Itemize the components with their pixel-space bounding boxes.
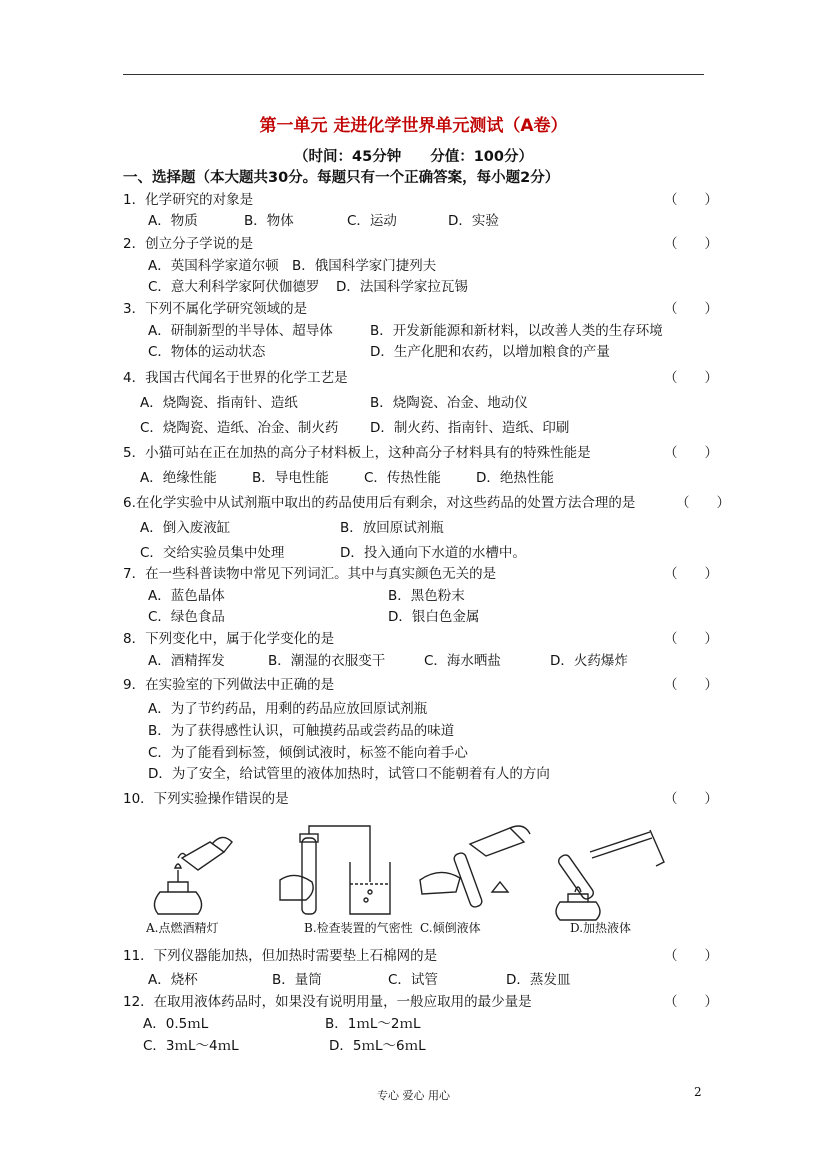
figure-d-heating-liquid (556, 830, 664, 920)
question-4: 4．我国古代闻名于世界的化学工艺是 (123, 370, 348, 386)
question-6: 6.在化学实验中从试剂瓶中取出的药品使用后有剩余，对这些药品的处置方法合理的是 (123, 495, 636, 511)
q7-option-b: B．黑色粉末 (388, 588, 465, 604)
answer-blank-3[interactable]: （ ） (664, 301, 718, 317)
q8-option-d: D．火药爆炸 (550, 653, 628, 669)
question-7: 7．在一些科普读物中常见下列词汇。其中与真实颜色无关的是 (123, 566, 497, 582)
answer-blank-6[interactable]: （ ） (676, 495, 730, 511)
page-number: 2 (694, 1085, 702, 1099)
q9-option-b: B．为了获得感性认识，可触摸药品或尝药品的味道 (148, 723, 455, 739)
q8-option-c: C．海水晒盐 (424, 653, 501, 669)
figure-a-lighting-alcohol-lamp (154, 837, 232, 914)
q5-option-b: B．导电性能 (252, 470, 329, 486)
q7-option-a: A．蓝色晶体 (148, 588, 225, 604)
question-1: 1．化学研究的对象是 (123, 192, 254, 208)
answer-blank-1[interactable]: （ ） (664, 192, 718, 208)
q3-option-c: C．物体的运动状态 (148, 344, 266, 360)
q5-option-d: D．绝热性能 (476, 470, 554, 486)
q5-option-a: A．绝缘性能 (140, 470, 217, 486)
q6-option-c: C．交给实验员集中处理 (140, 545, 285, 561)
q4-option-d: D．制火药、指南针、造纸、印刷 (370, 420, 570, 436)
answer-blank-4[interactable]: （ ） (664, 370, 718, 386)
q2-option-c: C．意大利科学家阿伏伽德罗 (148, 279, 320, 295)
q8-option-a: A．酒精挥发 (148, 653, 225, 669)
question-9: 9．在实验室的下列做法中正确的是 (123, 677, 335, 693)
answer-blank-9[interactable]: （ ） (664, 677, 718, 693)
q1-option-c: C．运动 (347, 213, 397, 229)
q6-option-a: A．倒入废液缸 (140, 520, 231, 536)
answer-blank-2[interactable]: （ ） (664, 236, 718, 252)
q4-option-c: C．烧陶瓷、造纸、冶金、制火药 (140, 420, 339, 436)
answer-blank-8[interactable]: （ ） (664, 631, 718, 647)
q11-option-c: C．试管 (388, 972, 438, 988)
question-3: 3．下列不属化学研究领域的是 (123, 301, 308, 317)
q3-option-a: A．研制新型的半导体、超导体 (148, 323, 333, 339)
header-rule (123, 74, 704, 75)
page-footer: 专心 爱心 用心 (377, 1089, 450, 1102)
q6-option-b: B．放回原试剂瓶 (340, 520, 444, 536)
question-10: 10．下列实验操作错误的是 (123, 791, 289, 807)
q8-option-b: B．潮湿的衣服变干 (268, 653, 386, 669)
question-12: 12．在取用液体药品时，如果没有说明用量，一般应取用的最少量是 (123, 994, 532, 1010)
figure-a-caption: A.点燃酒精灯 (146, 921, 219, 935)
q11-option-a: A．烧杯 (148, 972, 198, 988)
answer-blank-5[interactable]: （ ） (664, 445, 718, 461)
q11-option-d: D．蒸发皿 (506, 972, 571, 988)
question-5: 5．小猫可站在正在加热的高分子材料板上，这种高分子材料具有的特殊性能是 (123, 445, 591, 461)
question-8: 8．下列变化中，属于化学变化的是 (123, 631, 335, 647)
q6-option-d: D．投入通向下水道的水槽中。 (340, 545, 526, 561)
q4-option-b: B．烧陶瓷、冶金、地动仪 (370, 395, 528, 411)
q9-option-a: A．为了节约药品，用剩的药品应放回原试剂瓶 (148, 701, 428, 717)
question-11: 11．下列仪器能加热，但加热时需要垫上石棉网的是 (123, 948, 438, 964)
q4-option-a: A．烧陶瓷、指南针、造纸 (140, 395, 298, 411)
q2-option-a: A．英国科学家道尔顿 (148, 258, 279, 274)
answer-blank-11[interactable]: （ ） (664, 948, 718, 964)
exam-info: （时间：45分钟 分值：100分） (294, 149, 533, 165)
q12-option-a: A．0.5ｍL (143, 1016, 209, 1032)
answer-blank-7[interactable]: （ ） (664, 566, 718, 582)
q2-option-d: D．法国科学家拉瓦锡 (336, 279, 468, 295)
answer-blank-10[interactable]: （ ） (664, 791, 718, 807)
q12-option-c: C．3ｍL～4ｍL (143, 1038, 239, 1054)
q9-option-c: C．为了能看到标签，倾倒试液时，标签不能向着手心 (148, 745, 468, 761)
q3-option-b: B．开发新能源和新材料，以改善人类的生存环境 (370, 323, 663, 339)
q2-option-b: B．俄国科学家门捷列夫 (292, 258, 437, 274)
page-title: 第一单元 走进化学世界单元测试（A卷） (259, 116, 568, 136)
q12-option-d: D．5ｍL～6ｍL (329, 1038, 426, 1054)
q5-option-c: C．传热性能 (364, 470, 441, 486)
figure-b-checking-airtightness (280, 826, 390, 914)
figure-d-caption: D.加热液体 (570, 921, 632, 935)
q7-option-d: D．银白色金属 (388, 609, 480, 625)
q1-option-d: D．实验 (448, 213, 499, 229)
figure-c-caption: C.倾倒液体 (420, 921, 481, 935)
section-heading: 一、选择题（本大题共30分。每题只有一个正确答案，每小题2分） (123, 170, 560, 186)
answer-blank-12[interactable]: （ ） (664, 994, 718, 1010)
figure-c-pouring-liquid (420, 826, 530, 908)
q1-option-b: B．物体 (244, 213, 294, 229)
q1-option-a: A．物质 (148, 213, 198, 229)
q9-option-d: D．为了安全，给试管里的液体加热时，试管口不能朝着有人的方向 (148, 766, 550, 782)
figure-b-caption: B.检查装置的气密性 (304, 921, 413, 935)
q7-option-c: C．绿色食品 (148, 609, 225, 625)
q11-option-b: B．量筒 (272, 972, 322, 988)
question-2: 2．创立分子学说的是 (123, 236, 254, 252)
q3-option-d: D．生产化肥和农药，以增加粮食的产量 (370, 344, 610, 360)
q12-option-b: B．1ｍL～2ｍL (325, 1016, 421, 1032)
